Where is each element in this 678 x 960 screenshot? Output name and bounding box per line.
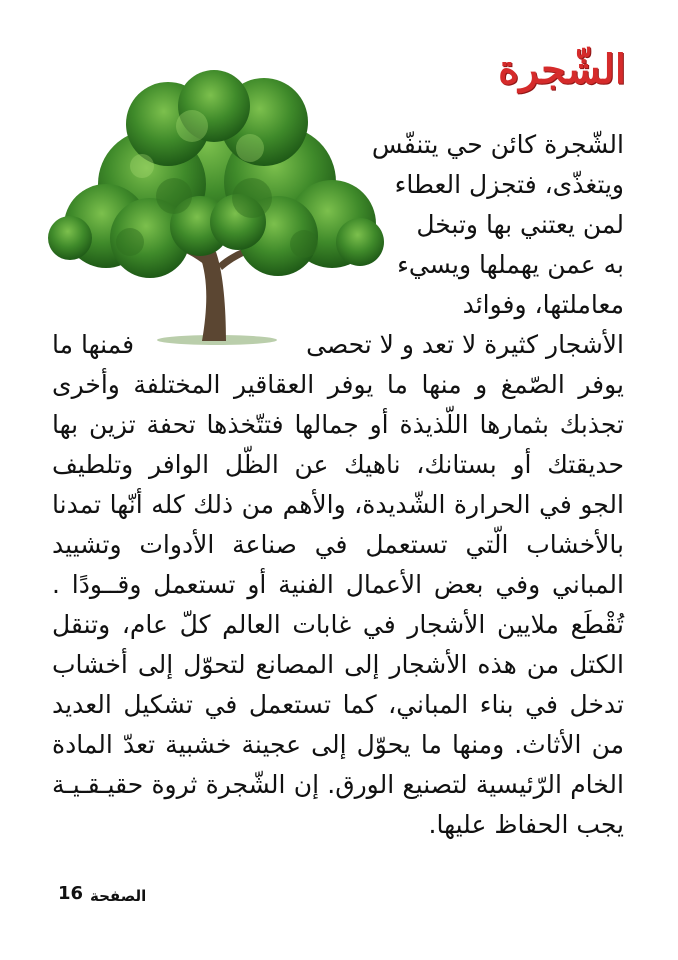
- text-line: تدخل في بناء المباني، كما تستعمل في تشكيل العديد: [52, 690, 624, 719]
- text-line: من الأثاث. ومنها ما يحوّل إلى عجينة خشبية تعدّ المادة: [52, 730, 624, 759]
- text-line: تُقْطَع ملايين الأشجار في غابات العالم كلّ عام، وتنقل: [52, 610, 624, 639]
- text-line: تجذبك بثمارها اللّذيذة أو جمالها فتتّخذها تحفة تزين بها: [52, 410, 624, 439]
- text-line: حديقتك أو بستانك، ناهيك عن الظّل الوافر وتلطيف: [52, 450, 624, 479]
- page-number: 16: [58, 883, 84, 904]
- text-line: الكتل من هذه الأشجار إلى المصانع لتحوّل إلى أخشاب: [52, 650, 624, 679]
- text-line: معاملتها، وفوائد: [462, 290, 624, 319]
- text-line: يوفر الصّمغ و منها ما يوفر العقاقير المختلفة وأخرى: [52, 370, 624, 399]
- page-title: الشّجرة: [498, 46, 626, 93]
- text-line: المباني وفي بعض الأعمال الفنية أو تستعمل وقــودًا .: [52, 570, 624, 599]
- text-line: بالأخشاب الّتي تستعمل في صناعة الأدوات وتشييد: [52, 530, 624, 559]
- text-line: يجب الحفاظ عليها.: [428, 810, 624, 839]
- text-line-split: [52, 325, 624, 365]
- page-label: الصفحة: [90, 887, 147, 905]
- text-line: به عمن يهملها ويسيء: [397, 250, 624, 279]
- text-line: الشّجرة كائن حي يتنفّس: [371, 130, 624, 159]
- text-line-segment: الأشجار كثيرة لا تعد و لا تحصى: [306, 330, 624, 359]
- tree-illustration: [42, 66, 387, 351]
- text-line-segment: فمنها ما: [52, 330, 135, 359]
- text-line: الخام الرّئيسية لتصنيع الورق. إن الشّجرة ثروة حقيـقـيـة: [52, 770, 624, 799]
- text-line: الجو في الحرارة الشّديدة، والأهم من ذلك كله أنّها تمدنا: [52, 490, 624, 519]
- text-line: لمن يعتني بها وتبخل: [416, 210, 624, 239]
- text-line: ويتغذّى، فتجزل العطاء: [394, 170, 624, 199]
